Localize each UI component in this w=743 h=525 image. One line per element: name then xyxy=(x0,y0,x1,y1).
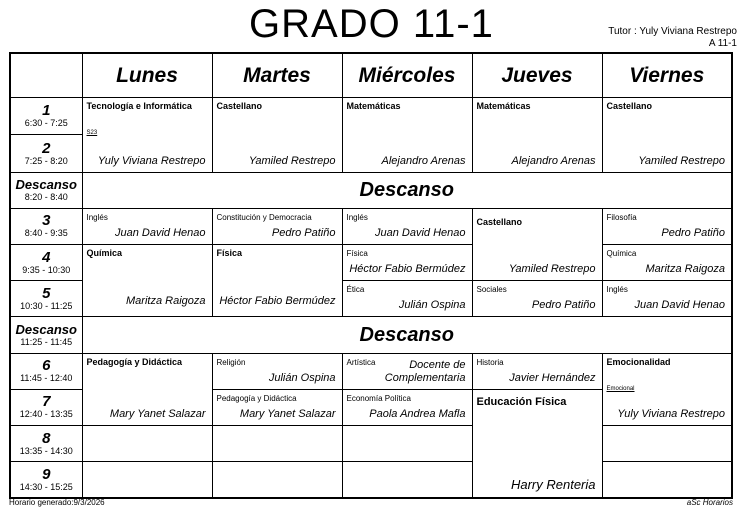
lesson-teacher: Juan David Henao xyxy=(634,299,725,312)
period-label-3 xyxy=(10,208,82,244)
lesson-cell[interactable] xyxy=(82,245,212,317)
lesson-subject: Inglés xyxy=(86,212,108,222)
lesson-subject: Emocionalidad xyxy=(606,356,671,367)
lesson-teacher: Harry Renteria xyxy=(510,477,596,492)
lesson-teacher: Yamiled Restrepo xyxy=(248,154,336,167)
lesson-cell[interactable] xyxy=(472,353,602,389)
lesson-cell[interactable] xyxy=(472,281,602,317)
period-time: 7:25 - 8:20 xyxy=(24,155,68,166)
empty-cell[interactable] xyxy=(602,462,732,498)
lesson-cell[interactable] xyxy=(342,208,472,244)
period-label-7 xyxy=(10,389,82,425)
lesson-teacher: Héctor Fabio Bermúdez xyxy=(219,295,336,308)
lesson-subject: Inglés xyxy=(346,212,368,222)
lesson-subject: Historia xyxy=(476,357,504,367)
lesson-subject: Inglés xyxy=(606,285,628,295)
lesson-teacher: Alejandro Arenas xyxy=(511,154,596,167)
teacher-line-1: Docente de xyxy=(409,358,466,371)
lesson-teacher: Yuly Viviana Restrepo xyxy=(97,154,206,167)
period-label-6 xyxy=(10,353,82,389)
lesson-cell[interactable] xyxy=(602,245,732,281)
period-number: 4 xyxy=(42,248,51,266)
lesson-subject: Constitución y Democracia xyxy=(216,212,312,222)
period-label-9 xyxy=(10,462,82,498)
lesson-teacher: Maritza Raigoza xyxy=(645,263,725,276)
period-time: 11:45 - 12:40 xyxy=(20,373,73,384)
period-row xyxy=(10,98,732,135)
lesson-subject: Química xyxy=(606,249,637,259)
lesson-subject: Castellano xyxy=(606,101,653,112)
period-time: 9:35 - 10:30 xyxy=(22,264,71,275)
break-row xyxy=(10,172,732,208)
lesson-cell[interactable] xyxy=(212,245,342,317)
period-label-1 xyxy=(10,98,82,135)
lesson-cell[interactable] xyxy=(472,98,602,172)
lesson-cell[interactable] xyxy=(602,98,732,172)
period-row xyxy=(10,208,732,244)
period-number: 5 xyxy=(42,284,51,302)
lesson-subject: Química xyxy=(86,248,123,259)
lesson-subject: Física xyxy=(216,248,243,259)
break-band: Descanso xyxy=(82,172,732,208)
lesson-teacher: Alejandro Arenas xyxy=(381,154,466,167)
day-header-row xyxy=(10,53,732,98)
lesson-cell[interactable] xyxy=(602,353,732,425)
corner-cell xyxy=(10,53,82,98)
teacher-line-2: Complementaria xyxy=(384,371,466,384)
period-row xyxy=(10,462,732,498)
empty-cell[interactable] xyxy=(342,426,472,462)
period-row xyxy=(10,353,732,389)
lesson-teacher: Julián Ospina xyxy=(268,371,336,384)
lesson-subject: Ética xyxy=(346,285,365,295)
page-title: GRADO 11-1 xyxy=(249,2,494,46)
period-number: 2 xyxy=(42,139,51,157)
lesson-cell[interactable] xyxy=(472,208,602,280)
lesson-teacher: Maritza Raigoza xyxy=(126,295,206,308)
lesson-subject: Matemáticas xyxy=(346,101,401,112)
lesson-cell[interactable] xyxy=(342,98,472,172)
lesson-teacher: Héctor Fabio Bermúdez xyxy=(349,263,466,276)
lesson-teacher: Javier Hernández xyxy=(509,371,596,384)
empty-cell[interactable] xyxy=(602,426,732,462)
empty-cell[interactable] xyxy=(212,426,342,462)
lesson-subject: Economía Política xyxy=(346,393,411,403)
lesson-cell[interactable] xyxy=(212,98,342,172)
lesson-teacher: Mary Yanet Salazar xyxy=(109,408,206,421)
lesson-subject: Castellano xyxy=(216,101,263,112)
tutor-group: A 11-1 xyxy=(708,38,737,49)
period-number: 7 xyxy=(42,393,51,411)
break-name: Descanso xyxy=(15,176,77,192)
day-header-lunes: Lunes xyxy=(82,53,212,98)
lesson-cell[interactable] xyxy=(212,208,342,244)
lesson-teacher: Yamiled Restrepo xyxy=(638,154,725,167)
tutor-info xyxy=(608,26,737,50)
break-time: 11:25 - 11:45 xyxy=(20,336,73,347)
lesson-cell[interactable] xyxy=(212,353,342,389)
lesson-cell[interactable] xyxy=(472,389,602,498)
lesson-teacher: Pedro Patiño xyxy=(271,227,336,240)
lesson-subject: Sociales xyxy=(476,285,507,295)
break-name: Descanso xyxy=(15,321,77,337)
day-header-jueves: Jueves xyxy=(472,53,602,98)
period-label-5 xyxy=(10,281,82,317)
lesson-cell[interactable] xyxy=(82,98,212,172)
timetable xyxy=(9,52,733,499)
lesson-cell[interactable] xyxy=(602,208,732,244)
empty-cell[interactable] xyxy=(342,462,472,498)
lesson-subject: Artística xyxy=(346,357,376,367)
lesson-subject: Filosofía xyxy=(606,212,637,222)
lesson-subject: Pedagogía y Didáctica xyxy=(86,356,183,367)
day-header-viernes: Viernes xyxy=(602,53,732,98)
day-header-miercoles: Miércoles xyxy=(342,53,472,98)
lesson-cell[interactable] xyxy=(342,245,472,281)
lesson-subject: Física xyxy=(346,249,368,259)
period-time: 10:30 - 11:25 xyxy=(20,300,73,311)
break-label xyxy=(10,317,82,353)
lesson-teacher: Pedro Patiño xyxy=(661,227,725,240)
period-number: 8 xyxy=(42,429,51,447)
lesson-teacher: Juan David Henao xyxy=(114,227,206,240)
lesson-subject: Educación Física xyxy=(476,395,567,408)
software-credit: aSc Horarios xyxy=(686,498,733,507)
period-number: 6 xyxy=(42,357,51,375)
lesson-subject: Castellano xyxy=(476,216,523,227)
lesson-teacher: Pedro Patiño xyxy=(531,299,596,312)
lesson-teacher: Yamiled Restrepo xyxy=(508,263,596,276)
lesson-cell[interactable] xyxy=(342,353,472,389)
lesson-subject: Pedagogía y Didáctica xyxy=(216,393,297,403)
lesson-teacher: Julián Ospina xyxy=(398,299,466,312)
period-row xyxy=(10,245,732,281)
empty-cell[interactable] xyxy=(82,462,212,498)
period-number: 1 xyxy=(42,102,51,120)
lesson-cell[interactable] xyxy=(82,208,212,244)
empty-cell[interactable] xyxy=(82,426,212,462)
lesson-subject: Tecnología e Informática xyxy=(86,101,192,112)
period-number: 3 xyxy=(42,212,51,230)
lesson-room: S23 xyxy=(86,130,98,137)
lesson-cell[interactable] xyxy=(212,389,342,425)
empty-cell[interactable] xyxy=(212,462,342,498)
period-time: 8:40 - 9:35 xyxy=(24,228,68,239)
tutor-name: Tutor : Yuly Viviana Restrepo xyxy=(608,26,737,37)
period-time: 12:40 - 13:35 xyxy=(19,409,73,420)
period-time: 13:35 - 14:30 xyxy=(19,445,73,456)
break-row xyxy=(10,317,732,353)
period-label-4 xyxy=(10,245,82,281)
generated-date: Horario generado:9/3/2026 xyxy=(9,498,105,507)
period-row xyxy=(10,426,732,462)
break-label xyxy=(10,172,82,208)
period-label-2 xyxy=(10,135,82,172)
lesson-subject: Religión xyxy=(216,357,246,367)
lesson-teacher xyxy=(385,359,466,385)
lesson-room: Emocional xyxy=(606,385,635,392)
period-time: 14:30 - 15:25 xyxy=(19,481,73,492)
break-time: 8:20 - 8:40 xyxy=(24,191,68,202)
lesson-teacher: Juan David Henao xyxy=(374,227,466,240)
lesson-teacher: Paola Andrea Mafla xyxy=(369,408,466,421)
period-number: 9 xyxy=(42,465,51,483)
lesson-subject: Matemáticas xyxy=(476,101,531,112)
period-label-8 xyxy=(10,426,82,462)
break-band: Descanso xyxy=(82,317,732,353)
lesson-teacher: Yuly Viviana Restrepo xyxy=(617,408,725,421)
lesson-teacher: Mary Yanet Salazar xyxy=(239,408,336,421)
period-time: 6:30 - 7:25 xyxy=(24,118,68,129)
lesson-cell[interactable] xyxy=(342,389,472,425)
lesson-cell[interactable] xyxy=(602,281,732,317)
lesson-cell[interactable] xyxy=(342,281,472,317)
day-header-martes: Martes xyxy=(212,53,342,98)
lesson-cell[interactable] xyxy=(82,353,212,425)
